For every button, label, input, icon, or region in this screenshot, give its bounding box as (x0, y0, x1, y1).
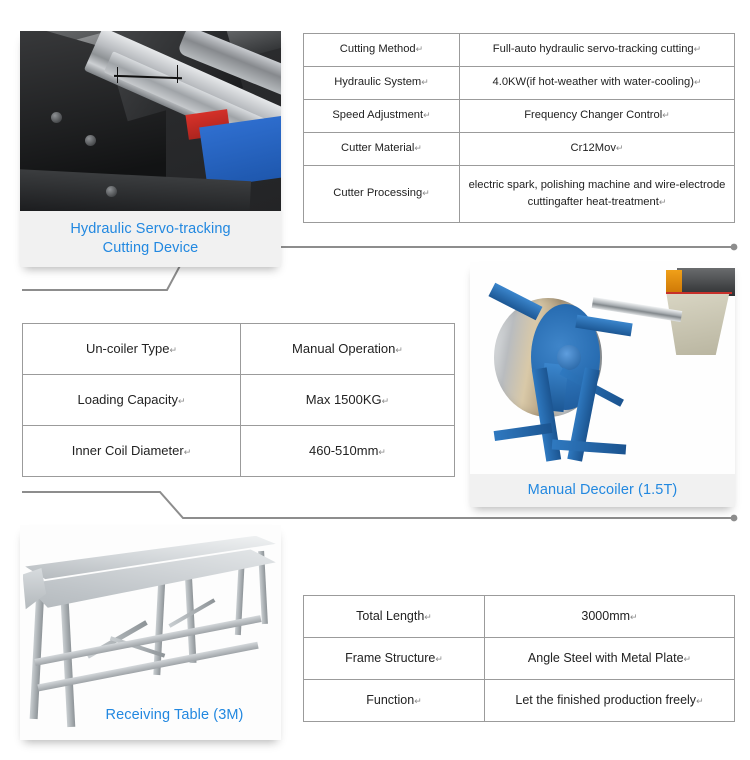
cell-value: Frequency Changer Control (524, 109, 663, 122)
table-row: Hydraulic System↵ 4.0KW(if hot-weather with water-cooling)↵ (304, 67, 735, 100)
photo-hydraulic-cutting-device (20, 31, 281, 211)
cell-key: Function (366, 692, 415, 707)
cell-value: 3000mm (581, 608, 631, 623)
table-row: Frame Structure↵ Angle Steel with Metal Plate↵ (304, 638, 735, 680)
table-decoiler-specs (22, 323, 455, 477)
cell-value: Angle Steel with Metal Plate (527, 650, 684, 665)
table-receiving-table-specs (303, 595, 735, 722)
caption-manual-decoiler (470, 474, 735, 507)
cell-key: Total Length (356, 608, 425, 623)
cell-key: Hydraulic System (334, 76, 422, 89)
caption-line-2: Cutting Device (102, 240, 199, 256)
table-row: Speed Adjustment↵ Frequency Changer Control↵ (304, 100, 735, 133)
cell-value: Full-auto hydraulic servo-tracking cutting (492, 43, 694, 56)
caption-text: Manual Decoiler (1.5T) (527, 481, 678, 498)
connector-dot-1 (731, 244, 738, 251)
table-row: Loading Capacity↵ Max 1500KG↵ (23, 375, 455, 426)
cell-value-line-1: electric spark, polishing machine and wire-electrode (468, 178, 726, 191)
table-row: Total Length↵ 3000mm↵ (304, 596, 735, 638)
card-receiving-table (20, 525, 281, 740)
table-row: Cutter Material↵ Cr12Mov↵ (304, 133, 735, 166)
cell-key: Cutter Processing (333, 187, 423, 200)
caption-receiving-table (20, 692, 281, 740)
cell-value: 4.0KW(if hot-weather with water-cooling) (492, 76, 694, 89)
cell-value: Cr12Mov (570, 142, 616, 155)
cell-value-line-2: cuttingafter heat-treatment (527, 196, 659, 208)
cell-key: Speed Adjustment (332, 109, 424, 122)
photo-manual-decoiler (470, 262, 735, 474)
caption-text: Receiving Table (3M) (105, 707, 244, 724)
table-row: Function↵ Let the finished production freely↵ (304, 680, 735, 722)
decoiler-illustration (470, 262, 735, 474)
caption-line-1: Hydraulic Servo-tracking (70, 220, 231, 237)
cell-value: Let the finished production freely (515, 692, 697, 707)
card-manual-decoiler (470, 262, 735, 507)
connector-dot-2 (731, 515, 738, 522)
table-row: Cutting Method↵ Full-auto hydraulic servo-tracking cutting↵ (304, 34, 735, 67)
cell-value: Max 1500KG (305, 391, 382, 407)
cell-key: Un-coiler Type (85, 340, 170, 356)
cell-key: Frame Structure (345, 650, 436, 665)
caption-hydraulic-cutting-device (20, 211, 281, 267)
table-cutting-device-specs (303, 33, 735, 223)
cell-key: Cutter Material (341, 142, 415, 155)
cell-key: Inner Coil Diameter (71, 442, 184, 458)
cutting-device-illustration (20, 31, 281, 211)
cell-value: 460-510mm (309, 442, 379, 458)
cell-value: Manual Operation (292, 340, 396, 356)
table-row: Cutter Processing↵ electric spark, polishing machine and wire-electrode cuttingafter heat-treatment↵ (304, 166, 735, 223)
cell-key: Cutting Method (339, 43, 416, 56)
table-row: Inner Coil Diameter↵ 460-510mm↵ (23, 426, 455, 477)
table-row: Un-coiler Type↵ Manual Operation↵ (23, 324, 455, 375)
card-hydraulic-cutting-device (20, 31, 281, 267)
cell-key: Loading Capacity (77, 391, 178, 407)
